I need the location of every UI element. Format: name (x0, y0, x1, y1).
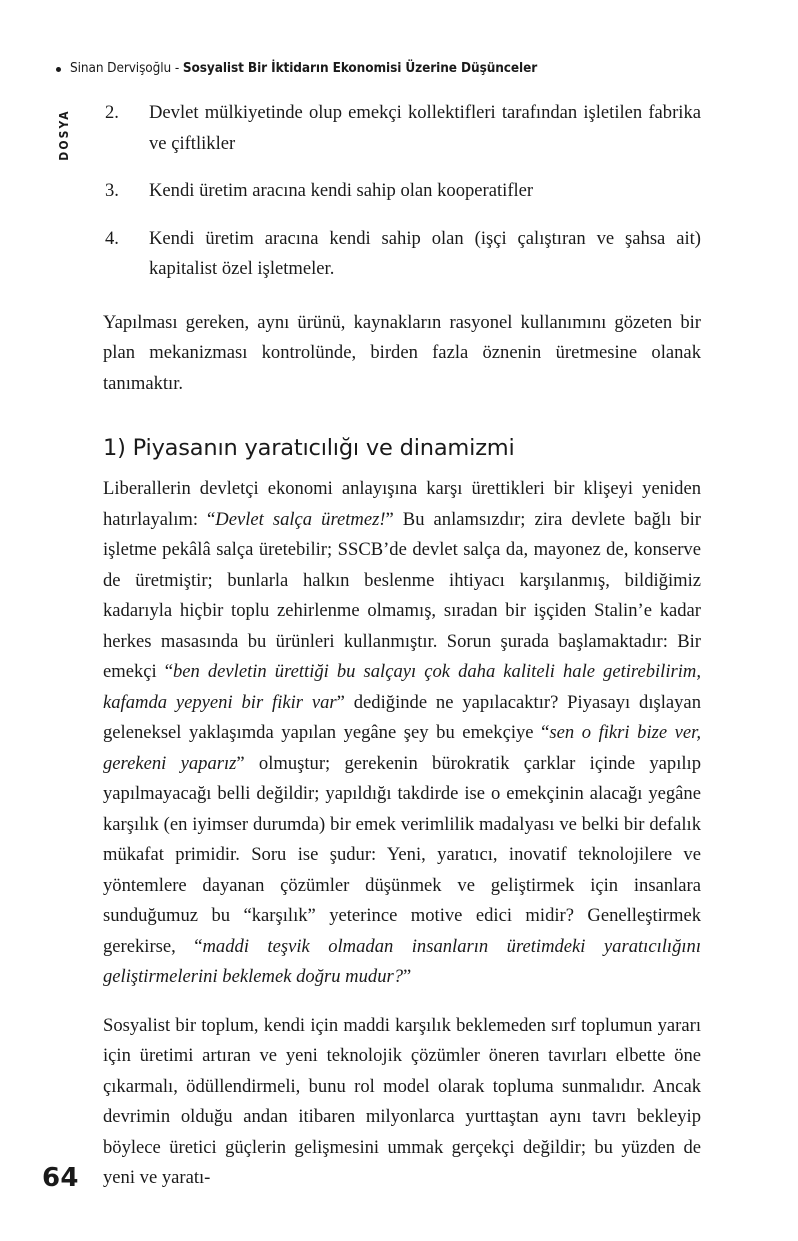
spacer (103, 399, 701, 433)
list-item-marker: 3. (105, 180, 119, 201)
spacer (103, 463, 701, 474)
text-column (103, 98, 701, 1194)
quoted-italic-text: Devlet salça üretmez! (215, 508, 386, 530)
quoted-italic-text: ben devletin ürettiği bu salçayı çok daha kaliteli hale getirebilirim, kafamda yepyeni bir fikir var (103, 661, 701, 713)
quoted-italic-text: maddi teşvik olmadan insanların üretimdeki yaratıcılığını geliştirmelerini beklemek doğru mudur? (103, 935, 702, 987)
paragraph-final: Sosyalist bir toplum, kendi için maddi karşılık beklemeden sırf toplumun yararı için üretimi artıran ve yeni teknolojik çözümler öneren tavırları elbette öne çıkarmalı, ödüllendirmeli, bunu rol model olarak topluma sunmalıdır. Ancak devrimin olduğu andan itibaren milyonlarca yurttaştan aynı tavrı bekleyip böylece üretici güçlerin gelişmesini ummak gerçekçi değildir; bu yüzden de yeni ve yaratı- (103, 1014, 701, 1188)
running-head-author: Sinan Dervişoğlu (70, 60, 172, 76)
list-item-marker: 2. (105, 102, 119, 123)
section-heading: 1) Piyasanın yaratıcılığı ve dinamizmi (103, 435, 515, 461)
list-item-text: Kendi üretim aracına kendi sahip olan kooperatifler (149, 180, 534, 201)
body-text-run: ” dediğinde ne yapılacaktır? Piyasayı dışlayan geleneksel yaklaşımda yapılan yegâne şey bu emekçiye “ (103, 691, 701, 743)
paragraph-intro: Yapılması gereken, aynı ürünü, kaynakların rasyonel kullanımını gözeten bir plan mekanizması kontrolünde, birden fazla öznenin üretmesine olanak tanımaktır. (103, 311, 701, 394)
list-item-text: Devlet mülkiyetinde olup emekçi kollektifleri tarafından işletilen fabrika ve çiftlikler (149, 102, 701, 154)
bullet-icon (56, 67, 61, 72)
spacer (103, 285, 701, 308)
numbered-list (103, 98, 701, 285)
running-head (56, 60, 537, 76)
list-item (103, 176, 701, 207)
list-item (103, 224, 701, 285)
quoted-italic-text: sen o fikri bize ver, gerekeni yaparız (103, 722, 701, 774)
spacer (103, 993, 701, 1011)
paragraph-main (103, 474, 701, 993)
body-text-run: Liberallerin devletçi ekonomi anlayışına karşı ürettikleri bir klişeyi yeniden hatırlayalım: “ (103, 478, 701, 530)
list-item (103, 98, 701, 159)
body-text-run: ” olmuştur; gerekenin bürokratik çarklar içinde yapılıp yapılmayacağı belli değildir; yapıldığı takdirde ise o emekçinin alacağı yegâne karşılık (en iyimser durumda) bir emek verimlilik madalyası ve belki bir defalık mükafat primidir. Soru ise şudur: Yeni, yaratıcı, inovatif teknolojilere ve yöntemlere dayanan çözümler düşünmek ve geliştirmek için insanlara sunduğumuz bu “karşılık” yeterince motive edici midir? Genelleştirmek gerekirse, “ (103, 752, 701, 957)
body-text-run: ” (403, 966, 412, 987)
list-item-text: Kendi üretim aracına kendi sahip olan (işçi çalıştıran ve şahsa ait) kapitalist özel işletmeler. (149, 227, 701, 279)
section-side-tab (55, 96, 73, 174)
section-side-tab-label: DOSYA (57, 109, 71, 161)
running-head-text (70, 60, 537, 76)
list-item-marker: 4. (105, 227, 119, 249)
running-head-title: Sosyalist Bir İktidarın Ekonomisi Üzerine Düşünceler (182, 60, 538, 76)
page-number: 64 (42, 1163, 79, 1193)
body-text-run: ” Bu anlamsızdır; zira devlete bağlı bir işletme pekâlâ salça üretebilir; SSCB’de devlet salça da, mayonez de, konserve de üretmiştir; bunlarla halkın beslenme ihtiyacı karşılanmış, bildiğimiz kadarıyla hiçbir toplu zehirlenme olmamış, sıradan bir işçiden Stalin’e kadar herkes masasında bu ürünleri kullanmıştır. Sorun şurada başlamaktadır: Bir emekçi “ (103, 508, 701, 682)
running-head-separator: - (171, 60, 183, 76)
